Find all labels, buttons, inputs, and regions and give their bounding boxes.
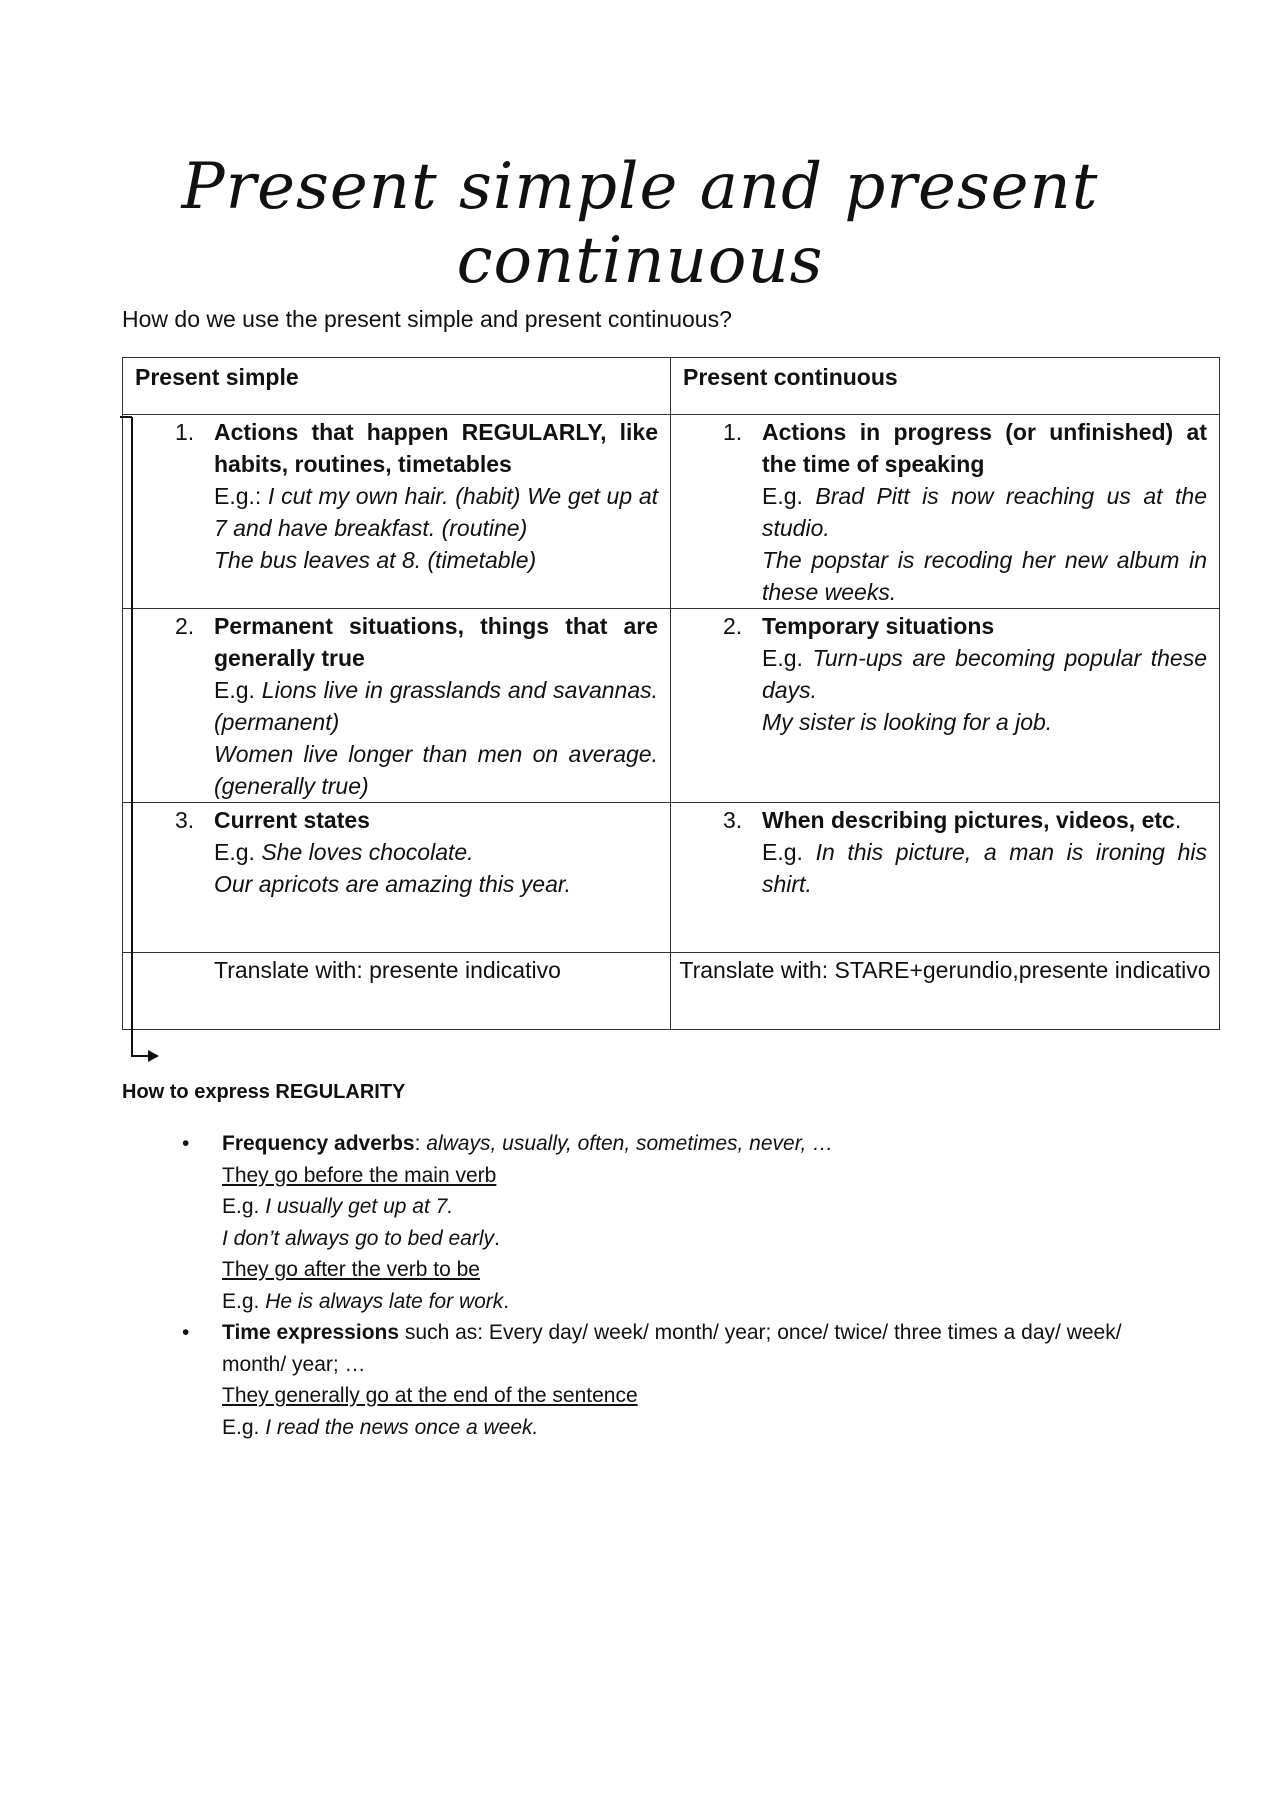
regularity-list [182, 1128, 1182, 1443]
time-expressions-label: Time expressions [222, 1321, 400, 1344]
example-text: The bus leaves at 8. (timetable) [214, 547, 537, 573]
simple-use-3 [123, 803, 671, 953]
item-number: 3. [175, 807, 195, 833]
example-text: Our apricots are amazing this year. [214, 871, 572, 897]
comparison-table [122, 357, 1220, 1030]
eg-label: E.g. [214, 839, 255, 865]
example-text: My sister is looking for a job. [762, 709, 1053, 735]
item-number: 1. [723, 419, 743, 445]
example-text: In this picture, a man is ironing his shirt. [762, 839, 1208, 897]
example-text: I cut my own hair. (habit) We get up at 7 and have breakfast. (routine) [214, 483, 658, 541]
item-number: 2. [723, 613, 743, 639]
example-text: The popstar is recoding her new album in these weeks. [762, 547, 1207, 605]
rule-text: They go before the main verb [222, 1163, 497, 1187]
item-number: 2. [175, 613, 195, 639]
example-text: I read the news once a week. [265, 1415, 539, 1439]
table-row [123, 803, 1220, 953]
adverb-list: always, usually, often, sometimes, never, … [426, 1132, 834, 1155]
table-row [123, 953, 1220, 1030]
list-item [182, 1128, 1182, 1317]
bracket-bottom-line [131, 1055, 149, 1057]
item-number: 1. [175, 419, 195, 445]
list-item [182, 1317, 1182, 1443]
intro-question: How do we use the present simple and present continuous? [122, 306, 732, 332]
example-text: Brad Pitt is now reaching us at the studio. [762, 483, 1208, 541]
example-text: Lions live in grasslands and savannas. (permanent) [214, 677, 659, 735]
bracket-line [131, 417, 133, 1057]
table-header-row [123, 358, 1220, 415]
example-text: Women live longer than men on average. (generally true) [214, 741, 658, 799]
example-period: . [494, 1226, 500, 1250]
bullet-icon: • [182, 1321, 190, 1344]
use-heading: Actions that happen REGULARLY, like habits, routines, timetables [214, 419, 658, 477]
eg-label: E.g. [222, 1415, 260, 1439]
simple-use-1 [123, 415, 671, 609]
bullet-icon: • [182, 1132, 190, 1155]
rule-text: They go after the verb to be [222, 1258, 480, 1281]
header-present-continuous: Present continuous [671, 358, 1220, 415]
eg-label: E.g. [222, 1289, 260, 1313]
use-heading: Temporary situations [762, 613, 995, 639]
eg-label: E.g.: [214, 483, 262, 509]
continuous-use-3 [671, 803, 1220, 953]
item-number: 3. [723, 807, 743, 833]
eg-label: E.g. [214, 677, 255, 703]
eg-label: E.g. [762, 839, 803, 865]
regularity-heading: How to express REGULARITY [122, 1081, 406, 1103]
page-title: Present simple and present continuous [181, 150, 1099, 298]
rule-text: They generally go at the end of the sentence [222, 1384, 638, 1407]
translate-simple: Translate with: presente indicativo [123, 953, 671, 1030]
time-expressions-text: such as: Every day/ week/ month/ year; once/ twice/ three times a day/ week/ month/ year; … [222, 1321, 1122, 1376]
continuous-use-1 [671, 415, 1220, 609]
use-heading: When describing pictures, videos, etc [762, 807, 1175, 833]
use-heading: Permanent situations, things that are generally true [214, 613, 658, 671]
arrow-right-icon [148, 1050, 159, 1062]
example-text: He is always late for work [265, 1289, 504, 1313]
translate-continuous: Translate with: STARE+gerundio,presente indicativo [671, 953, 1220, 1030]
example-text: Turn-ups are becoming popular these days. [762, 645, 1207, 703]
use-heading: Current states [214, 807, 370, 833]
eg-label: E.g. [762, 645, 803, 671]
example-text: I don’t always go to bed early [222, 1226, 494, 1250]
use-heading: Actions in progress (or unfinished) at the time of speaking [762, 419, 1207, 477]
example-text: She loves chocolate. [261, 839, 474, 865]
simple-use-2 [123, 609, 671, 803]
example-period: . [503, 1289, 510, 1313]
table-row [123, 609, 1220, 803]
continuous-use-2 [671, 609, 1220, 803]
eg-label: E.g. [762, 483, 803, 509]
table-row [123, 415, 1220, 609]
frequency-label: Frequency adverbs [222, 1132, 415, 1155]
example-text: I usually get up at 7. [265, 1195, 454, 1218]
heading-period: . [1174, 807, 1182, 833]
label-colon: : [414, 1132, 421, 1155]
header-present-simple: Present simple [123, 358, 671, 415]
eg-label: E.g. [222, 1195, 260, 1218]
